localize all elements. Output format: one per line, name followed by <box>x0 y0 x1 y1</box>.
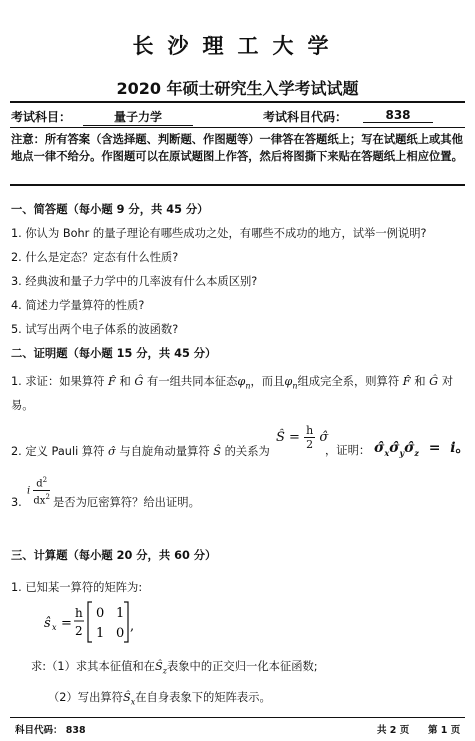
pauli-relation: Ŝ = $\frac{h}{2}$ σ̂ <box>276 424 329 451</box>
question-1-5: 5. 试写出两个电子体系的波函数? <box>11 323 179 336</box>
pauli-identity: $\sigmâ_x\sigmâ_y\sigmâ_z = i$。 <box>374 440 470 458</box>
footer-page: 第 1 页 <box>428 725 461 736</box>
question-1-4: 4. 简述力学量算符的性质? <box>11 299 145 312</box>
svg-text:2: 2 <box>75 624 83 638</box>
question-2-1: 1. 求证：如果算符 F̂ 和 Ĝ 有一组共同本征态$\varphi_n$，而且$\varphi_n$组成完全系，则算符 F̂ 和 Ĝ 对 <box>11 375 454 391</box>
footer-pages: 共 2 页 <box>377 725 410 736</box>
notice-text: 注意：所有答案（含选择题、判断题、作图题等）一律答在答题纸上；写在试题纸上或其他地点一律不给分。作图题可以在原试题图上作答，然后将图撕下来贴在答题纸上相应位置。 <box>11 133 463 163</box>
matrix-equation <box>44 600 164 644</box>
matrix-cell-01: 1 <box>116 606 125 621</box>
exam-title: 2020 年硕士研究生入学考试试题 <box>116 79 359 98</box>
subject-label: 考试科目： <box>11 110 72 124</box>
section2-title: 二、证明题（每小题 15 分，共 45 分） <box>11 347 217 360</box>
question-3-1-ask2: （2）写出算符$Ŝ_x$在自身表象下的矩阵表示。 <box>48 691 271 707</box>
operator-expression: i $\frac{d^2}{dx^2}$ <box>27 476 50 507</box>
question-1-1: 1. 你认为 Bohr 的量子理论有哪些成功之处，有哪些不成功的地方，试举一例说明? <box>11 227 427 240</box>
question-2-3: 3. <box>11 496 22 509</box>
question-1-3: 3. 经典波和量子力学中的几率波有什么本质区别? <box>11 275 258 288</box>
subject-value: 量子力学 <box>83 108 193 126</box>
subject-rule <box>10 127 465 128</box>
question-2-3-text: 是否为厄密算符？给出证明。 <box>53 496 200 509</box>
svg-text:ŝ: ŝ <box>44 616 51 631</box>
svg-text:=: = <box>61 616 72 631</box>
matrix-cell-10: 1 <box>96 626 105 641</box>
proof-target: ，证明： <box>325 444 371 457</box>
question-3-1-ask: 求:（1）求其本征值和在$Ŝ_z$表象中的正交归一化本征函数; <box>31 660 318 676</box>
section1-title: 一、简答题（每小题 9 分，共 45 分） <box>11 203 209 216</box>
notice-rule <box>10 184 465 186</box>
header-rule <box>10 101 465 103</box>
matrix-cell-00: 0 <box>96 606 105 621</box>
svg-text:h: h <box>75 606 83 620</box>
footer-code: 科目代码： 838 <box>15 725 86 736</box>
footer-rule <box>10 717 465 718</box>
university-title: 长沙理工大学 <box>132 33 343 58</box>
question-2-2: 2. 定义 Pauli 算符 σ̂ 与自旋角动量算符 Ŝ 的关系为 <box>11 445 270 458</box>
section3-title: 三、计算题（每小题 20 分，共 60 分） <box>11 549 217 562</box>
matrix-cell-11: 0 <box>116 626 125 641</box>
subject-code-label: 考试科目代码： <box>263 110 348 124</box>
svg-text:x: x <box>52 623 57 632</box>
subject-row <box>11 108 466 128</box>
question-3-1: 1. 已知某一算符的矩阵为: <box>11 581 143 594</box>
question-1-2: 2. 什么是定态？定态有什么性质? <box>11 251 179 264</box>
subject-code-value: 838 <box>363 108 433 123</box>
svg-text:,: , <box>130 619 135 634</box>
question-2-1-cont: 易。 <box>11 399 34 412</box>
